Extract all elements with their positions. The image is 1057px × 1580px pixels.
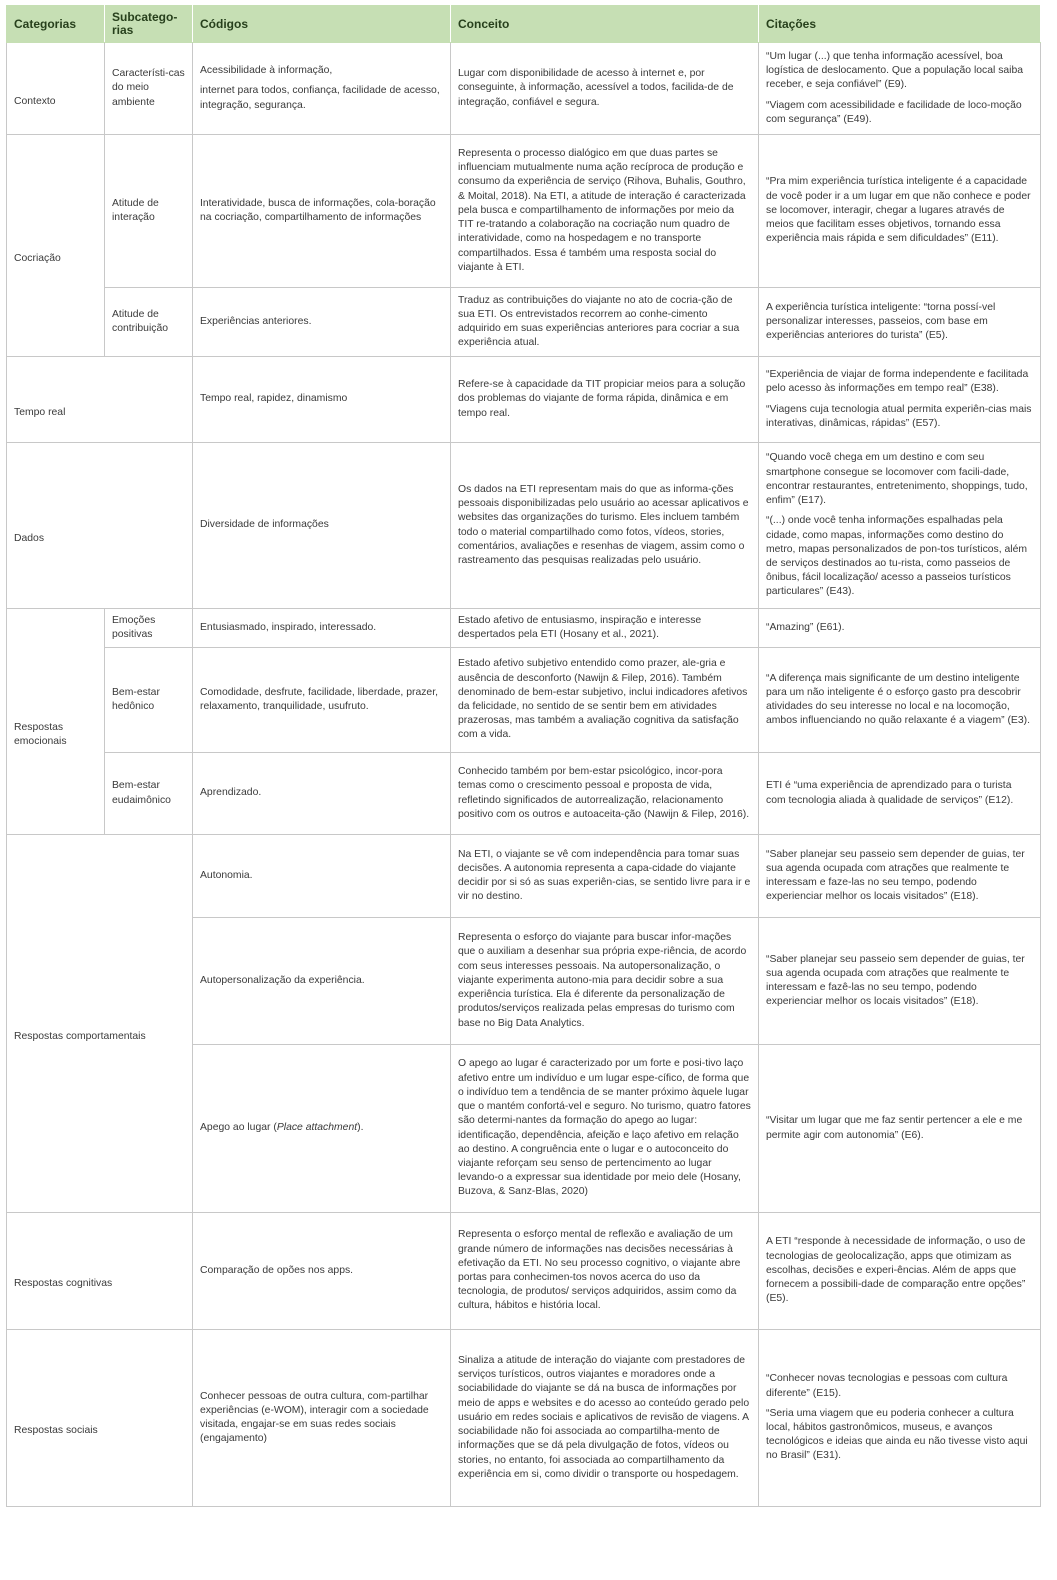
subcategory-cell: Atitude de interação: [105, 135, 193, 288]
subcategory-cell: Emoções positivas: [105, 609, 193, 648]
citations-cell-paragraph: “Saber planejar seu passeio sem depender de guias, ter sua agenda ocupada com atrações que realmente te interessam e fazê-las no seu tempo, podendo experienciar melhor os locais visitados” (E18).: [766, 953, 1025, 1008]
concept-cell-paragraph: Representa o processo dialógico em que duas partes se influenciam mutualmente numa ação recíproca de produção e consumo da experiência de serviço (Rihova, Buhalis, Gouthro, & Moital, 2018). Na ETI, a atitude de interação é caracterizada pela busca e compartilhamento de informações por meio da TIT re-tratando a colaboração na cocriação num quadro de interatividade, como na hospedagem e no transporte compartilhados. Essa é também uma resposta social do viajante à ETI.: [458, 148, 746, 273]
table-row: [7, 288, 1041, 357]
category-cell: Respostas comportamentais: [7, 835, 193, 1213]
concept-cell-paragraph: Estado afetivo de entusiasmo, inspiração e interesse despertados pela ETI (Hosany et al., 2021).: [458, 614, 702, 640]
codes-cell-paragraph: Autonomia.: [200, 869, 253, 881]
table-row: [7, 1330, 1041, 1507]
codes-cell: [193, 609, 451, 648]
concept-cell: [451, 443, 759, 609]
table-row: [7, 648, 1041, 753]
concept-cell-paragraph: Representa o esforço mental de reflexão e avaliação de um grande número de informações nas decisões necessárias à efetivação da ETI. No seu processo cognitivo, o viajante abre portas para conhecimen-tos novos acerca do uso da tecnologia, de produtos/ serviços adquiridos, assim como da cultura, hábitos e história local.: [458, 1229, 741, 1312]
category-cell: Dados: [7, 443, 193, 609]
codes-cell: [193, 1045, 451, 1213]
codes-cell-paragraph: Conhecer pessoas de outra cultura, com-partilhar experiências (e-WOM), interagir com a sociedade visitada, engajar-se em suas redes sociais (engajamento): [200, 1390, 429, 1445]
codes-cell: [193, 43, 451, 135]
codes-cell: [193, 443, 451, 609]
concept-cell-paragraph: Estado afetivo subjetivo entendido como prazer, ale-gria e ausência de desconforto (Nawijn & Filep, 2016). Também denominado de bem-estar subjetivo, inclui indicadores afetivos da felicidade, no sentido de se sentir bem em atividades prazerosas, mas também a avaliação cognitiva da satisfação com a vida.: [458, 658, 748, 741]
concept-cell: [451, 1330, 759, 1507]
table-row: [7, 43, 1041, 135]
citations-cell: [759, 1330, 1041, 1507]
categories-table: [6, 5, 1041, 1507]
text-segment: Apego ao lugar (: [200, 1122, 277, 1134]
table-row: [7, 609, 1041, 648]
citations-cell: [759, 1045, 1041, 1213]
citations-cell-paragraph: ETI é “uma experiência de aprendizado para o turista com tecnologia aliada à qualidade de serviços” (E12).: [766, 780, 1014, 806]
table-header-row: [7, 6, 1041, 43]
codes-cell-paragraph: Interatividade, busca de informações, cola-boração na cocriação, compartilhamento de informações: [200, 197, 436, 223]
codes-cell-paragraph: Comparação de opões nos apps.: [200, 1264, 354, 1276]
codes-cell-paragraph: Tempo real, rapidez, dinamismo: [200, 393, 348, 405]
concept-cell: [451, 918, 759, 1045]
concept-cell: [451, 609, 759, 648]
text-segment: ).: [357, 1122, 364, 1134]
header-conceito: Conceito: [451, 6, 759, 43]
category-cell: Tempo real: [7, 357, 193, 443]
citations-cell-paragraph: “Pra mim experiência turística inteligente é a capacidade de você poder ir a um lugar em que não conhece e poder se locomover, interagir, chegar a lugares através de meios que facilitam esses objetivos, tornando essa experiência mais rápida e sem dificuldades” (E11).: [766, 176, 1031, 245]
table-row: [7, 1213, 1041, 1330]
citations-cell-paragraph: “(...) onde você tenha informações espalhadas pela cidade, como mapas, informações como destino do metro, mapas personalizados de pon-tos turísticos, além de serviços destinados ao tu-rista, como passeios de ônibus, fácil localização/ acesso a passeios turísticos particulares” (E43).: [766, 515, 1028, 598]
concept-cell: [451, 1213, 759, 1330]
citations-cell-paragraph: “Quando você chega em um destino e com seu smartphone consegue se locomover com facili-dade, encontrar restaurantes, entretenimento, shoppings, tudo, enfim” (E17).: [766, 452, 1028, 507]
codes-cell-paragraph: Autopersonalização da experiência.: [200, 974, 365, 986]
codes-cell: [193, 357, 451, 443]
citations-cell-paragraph: “Visitar um lugar que me faz sentir pertencer a ele e me permite agir com autonomia” (E6).: [766, 1115, 1023, 1141]
subcategory-cell: Atitude de contribuição: [105, 288, 193, 357]
citations-cell-paragraph: “A diferença mais significante de um destino inteligente para um não inteligente é o esforço gasto pra descobrir atividades do seu interesse no local e na locomoção, ambos influenciando no quão relaxante é a viagem” (E3).: [766, 672, 1030, 727]
citations-cell-paragraph: “Seria uma viagem que eu poderia conhecer a cultura local, hábitos gastronômicos, museus, e avanços tecnológicos e ideias que ainda eu não tivesse visto aqui no Brasil” (E31).: [766, 1407, 1028, 1462]
concept-cell-paragraph: O apego ao lugar é caracterizado por um forte e posi-tivo laço afetivo entre um indivíduo e um lugar espe-cífico, de forma que o indivíduo tem a tendência de se manter próximo àquele lugar que o mantém confortá-vel e seguro. No turismo, quatro fatores são determi-nantes da formação do apego ao lugar: identificação, dependência, afeição e laço afetivo em relação ao destino. A congruência ente o lugar e o autoconceito do viajante reforçam seu senso de pertencimento ao lugar levando-o a expressar sua identidade por meio dele (Hosany, Buzova, & Sanz-Blas, 2020): [458, 1058, 751, 1198]
category-cell: Cocriação: [7, 135, 105, 357]
citations-cell: [759, 288, 1041, 357]
concept-cell: [451, 357, 759, 443]
citations-cell-paragraph: “Viagens cuja tecnologia atual permita experiên-cias mais interativas, dinâmicas, rápidas” (E57).: [766, 403, 1032, 429]
concept-cell: [451, 43, 759, 135]
concept-cell-paragraph: Traduz as contribuições do viajante no ato de cocria-ção de sua ETI. Os entrevistados recorrem ao conhe-cimento adquirido em suas experiências anteriores para cocriar a sua experiência atual.: [458, 294, 740, 349]
codes-cell-paragraph: Aprendizado.: [200, 787, 262, 799]
concept-cell: [451, 835, 759, 918]
codes-cell: [193, 288, 451, 357]
citations-cell-paragraph: “Um lugar (...) que tenha informação acessível, boa logística de deslocamento. Que a população local saiba receber, e seja confiável” (E9).: [766, 50, 1024, 91]
concept-cell-paragraph: Na ETI, o viajante se vê com independência para tomar suas decisões. A autonomia representa a capa-cidade do viajante decidir por si só as suas experiên-cias, se sentido livre para ir e vir no destino.: [458, 848, 751, 903]
table-row: [7, 835, 1041, 918]
header-codigos: Códigos: [193, 6, 451, 43]
citations-cell-paragraph: “Viagem com acessibilidade e facilidade de loco-moção com segurança” (E49).: [766, 99, 1022, 125]
subcategory-cell: Bem-estar hedônico: [105, 648, 193, 753]
citations-cell: [759, 135, 1041, 288]
concept-cell: [451, 135, 759, 288]
category-cell: Respostas cognitivas: [7, 1213, 193, 1330]
codes-cell: [193, 135, 451, 288]
table-body: [7, 43, 1041, 1507]
concept-cell-paragraph: Conhecido também por bem-estar psicológico, incor-pora temas como o crescimento pessoal e proposta de vida, refletindo significados de autorrealização, relacionamento positivo com os outros e autoaceita-ção (Nawijn & Filep, 2016).: [458, 766, 750, 820]
table-row: [7, 135, 1041, 288]
codes-cell: [193, 1330, 451, 1507]
citations-cell: [759, 443, 1041, 609]
citations-cell-paragraph: “Saber planejar seu passeio sem depender de guias, ter sua agenda ocupada com atrações que realmente te interessam e faze-las no seu tempo, podendo experienciar melhor os locais visitados” (E18).: [766, 848, 1025, 903]
codes-cell-paragraph: Comodidade, desfrute, facilidade, liberdade, prazer, relaxamento, tranquilidade, usufruto.: [200, 686, 438, 712]
codes-cell: [193, 753, 451, 835]
citations-cell: [759, 753, 1041, 835]
concept-cell: [451, 753, 759, 835]
category-cell: Respostas sociais: [7, 1330, 193, 1507]
subcategory-cell: Característi-cas do meio ambiente: [105, 43, 193, 135]
citations-cell-paragraph: “Conhecer novas tecnologias e pessoas com cultura diferente” (E15).: [766, 1373, 1008, 1399]
subcategory-cell: Bem-estar eudaimônico: [105, 753, 193, 835]
concept-cell: [451, 648, 759, 753]
citations-cell: [759, 835, 1041, 918]
codes-cell: [193, 835, 451, 918]
citations-cell: [759, 918, 1041, 1045]
codes-cell-paragraph: Experiências anteriores.: [200, 315, 312, 327]
citations-cell-paragraph: A experiência turística inteligente: “torna possí-vel personalizar interesses, passeios, com base em experiências anteriores do turista” (E5).: [766, 301, 996, 342]
concept-cell-paragraph: Sinaliza a atitude de interação do viajante com prestadores de serviços turísticos, outros viajantes e moradores onde a sociabilidade do viajante se dá na busca de informações por meio de apps e websites e do acesso ao conteúdo gerado pelo usuário em redes sociais e aplicativos de revisão de viagens. A sociabilidade não foi associada ao compartilha-mento de informações que se dá pela divulgação de fotos, vídeos ou stories, no entanto, foi associada ao compartilhamento da experiência em si, como dividir o transporte ou hospedagem.: [458, 1355, 750, 1480]
citations-cell-paragraph: “Amazing” (E61).: [766, 621, 845, 633]
citations-cell: [759, 648, 1041, 753]
concept-cell-paragraph: Os dados na ETI representam mais do que as informa-ções pessoais disponibilizadas pelo usuário ao acessar aplicativos e websites das organizações do turismo. Eles incluem também todo o material compartilhado como fotos, vídeos, stories, comentários, avaliações e resenhas de viagem, assim como o rastreamento das pesquisas realizadas pelo usuário.: [458, 483, 749, 566]
citations-cell-paragraph: A ETI “responde à necessidade de informação, o uso de tecnologias de geolocalização, apps que otimizam as escolhas, decisões e experi-ências. Além de apps que fornecem a possibili-dade de comparação entre opções” (E5).: [766, 1236, 1026, 1305]
citations-cell: [759, 609, 1041, 648]
header-subcategorias: Subcatego-rias: [105, 6, 193, 43]
citations-cell: [759, 1213, 1041, 1330]
italic-text: Place attachment: [276, 1122, 358, 1134]
codes-cell-paragraph: Diversidade de informações: [200, 519, 329, 531]
concept-cell-paragraph: Lugar com disponibilidade de acesso à internet e, por conseguinte, à informação, acessível a todos, facilida-de de integração, confiável e segura.: [458, 68, 734, 108]
codes-cell: [193, 1213, 451, 1330]
table-row: [7, 753, 1041, 835]
category-cell: Contexto: [7, 43, 105, 135]
table-row: [7, 357, 1041, 443]
codes-cell-paragraph: [200, 1121, 443, 1135]
citations-cell-paragraph: “Experiência de viajar de forma independente e facilitada pelo acesso às informações em tempo real” (E38).: [766, 369, 1029, 395]
category-cell: Respostas emocionais: [7, 609, 105, 835]
header-citacoes: Citações: [759, 6, 1041, 43]
citations-cell: [759, 357, 1041, 443]
citations-cell: [759, 43, 1041, 135]
header-categorias: Categorias: [7, 6, 105, 43]
concept-cell-paragraph: Representa o esforço do viajante para buscar infor-mações que o auxiliam a desenhar sua própria expe-riência, de acordo com seus interesses pessoais. Na autopersonalização, o viajante experimenta autono-mia para decidir sobre a sua experiência turística. Ela é diferente da personalização de produtos/serviços realizada pelas empresas do turismo com base no Big Data Analytics.: [458, 932, 747, 1029]
table-row: [7, 443, 1041, 609]
codes-cell: [193, 918, 451, 1045]
concept-cell-paragraph: Refere-se à capacidade da TIT propiciar meios para a solução dos problemas do viajante de forma rápida, dinâmica e em tempo real.: [458, 379, 746, 419]
codes-cell-paragraph: internet para todos, confiança, facilidade de acesso, integração, segurança.: [200, 85, 440, 111]
codes-cell: [193, 648, 451, 753]
codes-cell-paragraph: Entusiasmado, inspirado, interessado.: [200, 621, 377, 633]
concept-cell: [451, 1045, 759, 1213]
concept-cell: [451, 288, 759, 357]
codes-cell-paragraph: Acessibilidade à informação,: [200, 65, 333, 77]
